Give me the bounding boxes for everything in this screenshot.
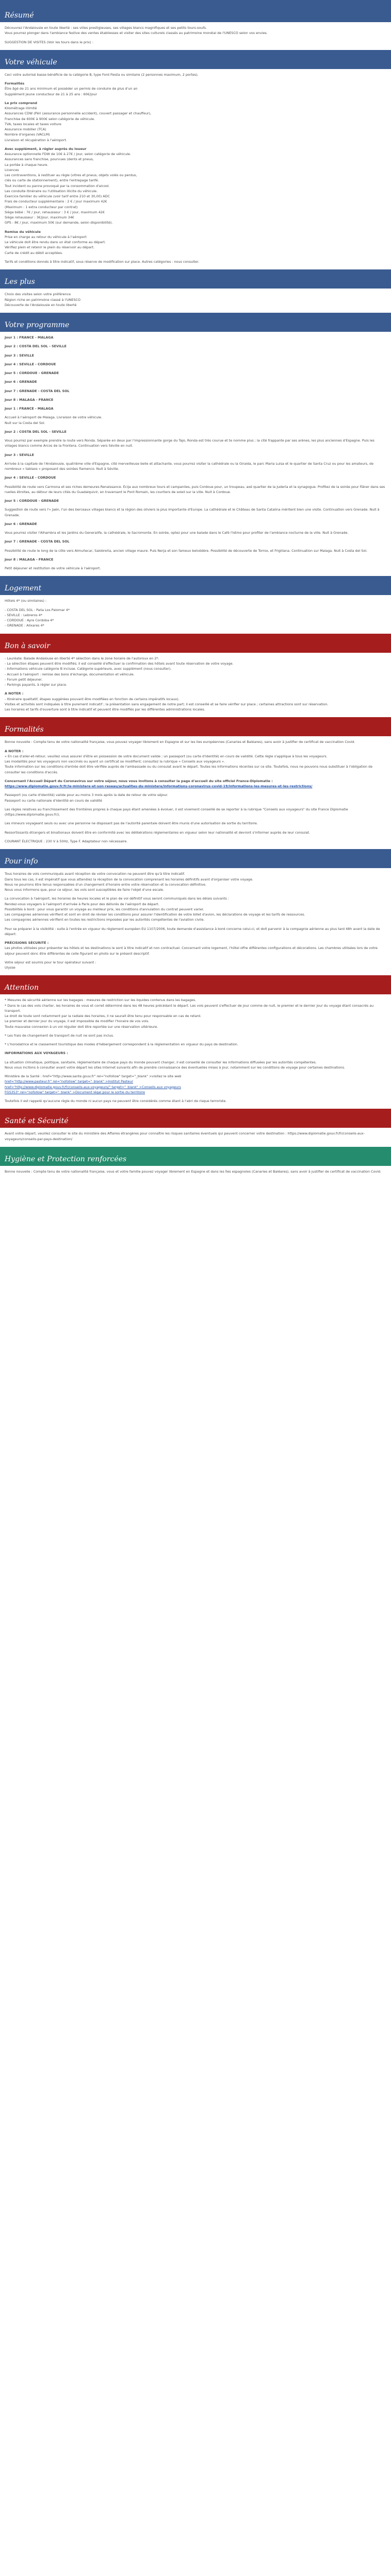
text-line: Carte de crédit au débit acceptées. (5, 250, 63, 255)
section-title: Santé et Sécurité (0, 1109, 391, 1128)
text-line: Jour 1 : FRANCE - MALAGA (5, 406, 54, 411)
text-line: Siège rehausseur : 3€/jour, maximum 34€ (5, 215, 74, 220)
spacer (5, 535, 386, 539)
section-body (0, 289, 391, 313)
section-body (0, 868, 391, 975)
spacer (5, 426, 386, 429)
spacer (5, 349, 386, 353)
text-line: Jour 7 : GRENADE - COSTA DEL SOL (5, 388, 70, 393)
spacer (5, 256, 386, 259)
spacer (5, 553, 386, 557)
text-line: Petit déjeuner et restitution de votre véhicule à l'aéroport. (5, 566, 101, 571)
text-line: FGS353" rel="nofollow" target="_blank" >Document légal pour le sortie du territoire (5, 1090, 145, 1094)
section-title: Les plus (0, 269, 391, 289)
text-line: - Itinéraire qualitatif, étapes suggérées pouvant être modifiées en fonction de certains impératifs locaux). (5, 697, 180, 701)
spacer (5, 434, 386, 438)
text-line: Le droit de toute sont notamment par la radiale des horaires, il ne saurait être tenu pour responsable en cas de retard. (5, 1014, 202, 1019)
text-line: Jour 5 : CORDOUE - GRENADE (5, 371, 59, 376)
text-line: INFORMATIONS AUX VOYAGEURS : (5, 1051, 68, 1056)
spacer (5, 937, 386, 940)
section-title: Hygiène et Protection renforcées (0, 1147, 391, 1166)
text-line: Jour 1 : FRANCE - MALAGA (5, 335, 54, 340)
text-line: * L'horodatrice et le classement touristique des modes d'hébergement correspondent à la réglementation en vigueur du pays de destination. (5, 1042, 238, 1047)
text-line: Assurance optionnelle FDW de 10€ à 27€ / jour, selon catégorie de véhicule. (5, 152, 131, 157)
spacer (5, 527, 386, 530)
spacer (5, 687, 386, 691)
text-line: Vous pourrez visiter l'Alhambra et les Jardins du Generalife, la cathédrale, le Sacromonte. En soirée, optez pour une balade dans le Café l'Istmo pour profiter de l'ambiance nocturne de la ville. Nuit à Grenade. (5, 531, 349, 535)
text-line: Le premier et dernier jour du voyage, il est impossible de modifier l'horaire de vos vols. (5, 1019, 150, 1024)
text-line: Jour 6 : GRENADE (5, 380, 37, 384)
text-line: Les modalités pour les voyageurs non vaccinés ou ayant un certificat se modifient; consultez la rubrique « Conseils aux voyageurs ». (5, 759, 225, 764)
text-line: Votre séjour est soumis pour le tour opérateur suivant : (5, 960, 96, 964)
text-line: TVA, taxes locales et taxes voiture (5, 122, 61, 126)
text-line: COURANT ÉLECTRIQUE : 230 V à 50Hz, Type F. Adaptateur non nécessaire. (5, 839, 128, 843)
spacer (5, 545, 386, 548)
text-line: Assurance mobilier (TCA) (5, 127, 46, 132)
text-line: Toutefois il est rappelé qu'aucune règle du monde ni aucun pays ne peuvent être considérés comme étant à l'abri de risque terroriste. (5, 1099, 227, 1104)
spacer (5, 604, 386, 607)
text-line: Les conduite itinéraire ou l'utilisation illicite du véhicule. (5, 189, 98, 193)
text-line: Possibilité de route le long de la côte vers Almuñecar, Salobreña, ancien village maure. Puis Nerja et son fameux belvédère. Possibilité de découverte de Torrox, et Frigiliana. Continuation sur Malaga. Nuit à Costa del Sol. (5, 548, 368, 553)
spacer (5, 376, 386, 379)
spacer (5, 518, 386, 521)
spacer (5, 789, 386, 792)
spacer (5, 394, 386, 397)
spacer (5, 385, 386, 388)
text-line: Jour 8 : MALAGA - FRANCE (5, 397, 54, 402)
spacer (5, 835, 386, 839)
text-line: Bonne nouvelle : Compte tenu de votre nationalité française, vous pouvez voyager librement en Espagne et sur les Iles européennes (Canaries et Baléares), sans avoir à justifier de certificat de vaccination Covid. (5, 740, 355, 744)
spacer (5, 1047, 386, 1050)
text-line: Formalités (5, 81, 25, 86)
spacer (5, 340, 386, 344)
spacer (5, 956, 386, 960)
text-line: Toute information sur les conditions d'entrée doit être vérifiée auprès de l'ambassade ou du consulat avant le départ. Toutes les informations récentes sur ce site. Toutefois, nous ne pouvons nous substituer à l'obligation de consulter les conditions d'accès. (5, 765, 372, 774)
text-line: Assurances CDW (Péri (assurance personnelle accident), couvert passager et chauffeur), (5, 111, 152, 116)
text-line: - CORDOUE : Ayre Cordoba 4* (5, 618, 54, 623)
spacer (5, 503, 386, 507)
text-line: Kilométrage illimité (5, 106, 37, 111)
spacer (5, 1029, 386, 1033)
section-body (0, 653, 391, 718)
text-line: href="http://www.pasteur.fr" rel="nofollow" target="_blank" >Institut Pasteur (5, 1079, 134, 1084)
text-line: Les horaires et tarifs d'ouverture sont à titre indicatif et peuvent être modifiés par les différentes administrations locales. (5, 707, 205, 712)
text-line: Dans tous les cas, il est impératif que vous attendiez la réception de la convocation comprenant les horaires définitifs avant d'organiser votre voyage. (5, 877, 253, 882)
text-line: Frais de conducteur supplémentaire : 2 € / jour maximum 42€ (5, 199, 107, 204)
text-line: Hôtels 4* (ou similaires) : (5, 599, 47, 603)
spacer (5, 817, 386, 821)
text-line: - SEVILLE : Lebreros 4* (5, 613, 42, 617)
spacer (5, 226, 386, 229)
text-line: Bonne nouvelle : Compte tenu de votre nationalité française, vous et votre famille pouvez voyager librement en Espagne et dans les îles espagnoles (Canaries et Baléares), sans avoir à justifier de certificat de vaccination Covid. (5, 1170, 382, 1174)
spacer (5, 1038, 386, 1042)
text-line: Avant votre départ, veuillez consulter le site du ministère des Affaires étrangères pour connaître les risques sanitaires éventuels qui peuvent concerner votre destination : https://www.diplomatie.gouv.fr/fr/conseils-aux-voyageurs/conseils-par-pays-destination/ (5, 1131, 365, 1141)
spacer (5, 449, 386, 452)
text-line: Région riche en patrimoine classé à l'UNESCO (5, 297, 81, 302)
text-line: Supplément jeune conducteur de 21 à 25 ans : 60€/jour (5, 92, 97, 96)
text-line: Jour 6 : GRENADE (5, 521, 37, 526)
text-line: La convocation à l'aéroport, les horaires de heures locales et le plan de vol définitif vous seront communiqués dans les délais suivants : (5, 896, 230, 901)
spacer (5, 481, 386, 484)
text-line: - La sélection étapes peuvent être modifiés; il est conseillé d'effectuer la confirmation des hôtels avant toute réservation de votre voyage. (5, 662, 234, 666)
text-line: Découvrez l'Andalousie en toute liberté : ses villes prestigieuses, ses villages blancs magnifiques et ses petits tours-soufs. (5, 26, 207, 30)
text-line: Jour 2 : COSTA DEL SOL - SEVILLE (5, 429, 67, 434)
spacer (5, 358, 386, 362)
text-line: Vous pourrez par exemple prendre la route vers Ronda. Séparée en deux par l'impressionnante gorge du Tajo, Ronda est très courue et te nomme plus ; la cité frappante par ses arènes, les plus anciennes d'Espagne. Puis les villages blancs comme Arcos de la Frontera. Continuation vers Séville en nuit. (5, 438, 374, 448)
section-body (0, 595, 391, 633)
section-body (0, 736, 391, 849)
spacer (5, 77, 386, 81)
text-line: Jour 4 : SEVILLE - CORDOUE (5, 476, 56, 480)
text-line: Accueil à l'aéroport de Malaga. Livraison de votre véhicule. (5, 415, 103, 420)
spacer (5, 1070, 386, 1074)
text-line: Siège bébé : 7€ / jour, rehausseur : 3 € / jour, maximum 42€ (5, 210, 105, 214)
text-line: « En cas d'aller-et-retour, veuillez vous assurer d'être en possession de votre document valide ; un passeport (ou carte d'identité) en cours de validité. Cette règle s'applique à tous les voyageurs. (5, 754, 328, 758)
text-line: Les règles relatives au franchissement des frontières propres à chaque pays étant amenées à évoluer, il est vivement conseillé de se reporter à la rubrique "Conseils aux voyageurs" du site France Diplomatie (https://www.diplomatie.gouv.fr/). (5, 807, 348, 817)
text-line: * Les frais de changement de transport de nuit ne sont pas inclus. (5, 1033, 114, 1038)
text-line: (Maximum : 1 extra conducteur par contrat) (5, 205, 78, 209)
spacer (5, 775, 386, 778)
text-line: Tout incident ou panne provoqué par la consommation d'alcool. (5, 183, 110, 188)
text-line: Passeport ou carte nationale d'identité en cours de validité (5, 798, 102, 803)
section-body (0, 22, 391, 50)
text-line: - Lauréate: Balade Andalouse en liberté 4* sélection dans le zone horaire de l'autoroux en 2*. (5, 656, 159, 660)
text-line: Ceci votre autorisé basse bénéficie de la catégorie B, type Ford Fiesta ou similaire (2 personnes maximum, 2 portes). (5, 72, 199, 77)
spacer (5, 495, 386, 498)
text-line: Suggestion de route vers l'« Jaén, l'un des berceaux villages blancs et la région des oliviers la plus importante d'Europe. La cathédrale et le Château de Santa Catalina méritent bien une visite. Continuation vers Grenade. Nuit à Grenade. (5, 507, 380, 517)
spacer (5, 36, 386, 40)
text-line: https://www.diplomatie.gouv.fr/fr/le-ministere-et-son-reseau/actualites-du-ministere/informations-coronavirus-covid-19/informations-les-mesures-et-les-restrictions/ (5, 784, 313, 789)
text-line: - GRENADE : Alixares 4* (5, 623, 44, 628)
text-line: A NOTER : (5, 749, 24, 753)
text-line: Exercice familier du véhicule (voir tarif entre 210 et 30,00) ADC (5, 194, 110, 199)
spacer (5, 411, 386, 415)
text-line: Nombre d'organes (VACLM) (5, 132, 50, 137)
text-line: clés ou carte de stationnement), entre l'entrepage tarifé. (5, 178, 99, 183)
text-line: * Dans le cas des vols charter, les horaires de vous et corret déterminé dans les 48 heures précédant le départ. Les vols peuvent s'effectuer de jour comme de nuit, le premier et le dernier jour du voyage étant consacrés au transport. (5, 1003, 374, 1013)
section-body (0, 994, 391, 1109)
text-line: Jour 5 : CORDOUE - GRENADE (5, 499, 59, 503)
text-line: Remise du véhicule (5, 229, 41, 234)
text-line: Concernant l'Accueil Départ du Coronavirus sur votre séjour, nous vous invitons à consulter la page d'accueil du site officiel France-Diplomatie : (5, 778, 273, 783)
spacer (5, 143, 386, 146)
text-line: href="http://www.diplomatie.gouv.fr/fr/conseils-aux-voyageurs/" target="_blank" >Conseils aux voyageurs (5, 1084, 181, 1089)
section-title: Formalités (0, 717, 391, 736)
text-line: Choix des visites selon votre préférence (5, 292, 71, 297)
text-line: - Informations véhicule catégorie B incluse. Catégorie supérieure, avec supplément (nous consulter). (5, 667, 172, 671)
text-line: Le véhicule doit être rendu dans un état conforme au départ. (5, 240, 106, 245)
text-line: Les mineurs voyageant seuls ou avec une personne ne disposant pas de l'autorité parentale doivent être munis d'une autorisation de sortie du territoire. (5, 821, 258, 826)
spacer (5, 562, 386, 566)
text-line: Tarifs et conditions donnés à titre indicatif, sous réserve de modification sur place. Autres catégories : nous consulter. (5, 259, 200, 264)
text-line: Possibilités à bord : pour vous garantir un voyage au meilleur prix, les conditions d'annulation du contrat peuvent varier. (5, 907, 204, 911)
text-line: Les compagnies aériennes vérifient et sont en droit de réviser les conditions pour assurer l'identification de votre billet d'avion, les déclarations de voyage et les tarifs de ressources. (5, 912, 305, 917)
text-line: Licences (5, 167, 19, 172)
text-line: Passeport (ou carte d'identité) valide pour au moins 3 mois après la date de retour de votre séjour. (5, 793, 168, 798)
text-line: Pour se préparer à la visibilité : suite à l'entrée en vigueur du règlement européen EU 1107/2006, toute demande d'assistance à bord concerne celui-ci, et doit parvenir à la compagnie aérienne au plus tard 48h avant la date de départ. (5, 926, 380, 936)
section-title: Votre programme (0, 313, 391, 332)
text-line: GPS : 8€ / jour, maximum 50€ (sur demande, selon disponibilité). (5, 221, 113, 225)
section-body (0, 69, 391, 269)
section-title: Votre véhicule (0, 50, 391, 69)
text-line: Le prix comprend (5, 100, 37, 105)
text-line: Ulysse (5, 965, 15, 970)
spacer (5, 471, 386, 475)
text-line: Jour 4 : SEVILLE - CORDOUE (5, 362, 56, 366)
text-line: Possibilité de route vers Carmona et ses riches demeures Renaissance. Écija aux nombreux tours et campaniles, puis Cordoue pour, un troupeau, axé quartier de la Judería et la synagogue. Profitez de la soirée pour flâner dans ses ruelles étroites, au détour de leurs cités du Guadalquivir, en traversant le Pont Romain, les courtiers de soleil sur la ville. Nuit à Cordoue. (5, 484, 385, 494)
text-line: - Accueil à l'aéroport : remise des bons d'échange, documentation et véhicule. (5, 672, 135, 676)
text-line: Livraison et récupération à l'aéroport. (5, 138, 67, 142)
text-line: Toute mauvaise connexion à un vol régulier doit être reportée sur une réservation ultérieure. (5, 1024, 158, 1029)
spacer (5, 1056, 386, 1060)
section-body (0, 332, 391, 576)
text-line: Jour 2 : COSTA DEL SOL - SEVILLE (5, 344, 67, 349)
section-title: Pour info (0, 849, 391, 868)
text-line: Tous horaires de vols communiqués avant réception de votre convocation ne peuvent être qu'à titre indicatif. (5, 872, 185, 876)
text-line: Les photos utilisées pour présenter les hôtels et les destinations le sont à titre indicatif et non contractuel. Concernant votre logement, l'hôtel offre différentes configurations et décorations. Les chambres utilisées lors de votre séjour peuvent donc être différentes de celle figurant en photo sur le présent descriptif. (5, 946, 378, 956)
spacer (5, 826, 386, 830)
section-title: Logement (0, 576, 391, 595)
section-body (0, 1166, 391, 1179)
section-body (0, 1128, 391, 1147)
text-line: SUGGESTION DE VISITES (Voir les tours dans le prix) : (5, 40, 93, 44)
text-line: PRÉCISIONS SÉCURITÉ : (5, 941, 49, 945)
text-line: La portée à chaque heure. (5, 162, 48, 167)
text-line: Vous pourrez plonger dans l'ambiance festive des ventes étabilesses et visiter des sites culturels classés au patrimoine mondial de l'UNESCO selon vos envies. (5, 31, 268, 36)
text-line: Ressortissants étrangers et binationaux doivent être en conformité avec les délibérations réglementaires en vigueur selon leur nationalité et devront s'informer auprès de leur consulat. (5, 830, 311, 835)
spacer (5, 745, 386, 749)
text-line: La situation climatique, politique, sanitaire, réglementaire de chaque pays du monde pouvant changer, il est conseillé de consulter les informations diffusées par les autorités compétentes. (5, 1060, 317, 1064)
text-line: Assurances sans franchise, pourvues (dents et pneus, (5, 157, 94, 162)
text-line: Nuit sur la Costa del Sol. (5, 420, 45, 425)
spacer (5, 892, 386, 896)
text-line: Vérifiez plein et retenir le plein du réservoir au départ. (5, 245, 95, 250)
text-line: Arrivée à la capitale de l'Andalousie, quatrième ville d'Espagne, cité merveilleuse belle et attachante, vous pourrez visiter la cathédrale ou la Giralda, le parc Maria Luisa et le quartier de Santa Cruz ou pour les amateurs, de nombreux « tablaos » proposant des soirées flamenco. Nuit à Séville. (5, 461, 374, 471)
text-line: Être âgé de 21 ans minimum et posséder un permis de conduire de plus d'un an (5, 87, 138, 91)
text-line: Nous vous informons que, pour ce séjour, les vols sont susceptibles de faire l'objet d'une escale. (5, 888, 164, 892)
text-line: Jour 7 : GRENADE - COSTA DEL SOL (5, 539, 70, 544)
text-line: Jour 3 : SEVILLE (5, 353, 34, 358)
text-line: Prise en charge au retour du véhicule à l'aéroport (5, 234, 87, 239)
spacer (5, 97, 386, 100)
section-title: Attention (0, 975, 391, 994)
text-line: Les compagnies aériennes vérifient en toutes les restrictions imposées par les autorités compétentes de l'aviation civile. (5, 918, 205, 922)
section-title: Bon à savoir (0, 634, 391, 653)
section-title: Résumé (0, 0, 391, 22)
text-line: Les contraventions, à restituer au règle (vitres et pneus, objets volés ou perdus, (5, 173, 137, 178)
text-line: Ministère de la Santé : href="http://www.sante.gouv.fr" rel="nofollow" target="_blank" >visitez le site web (5, 1074, 182, 1079)
spacer (5, 1095, 386, 1098)
spacer (5, 923, 386, 926)
text-line: - COSTA DEL SOL : Palia Los Palomar 4* (5, 607, 70, 612)
text-line: Jour 3 : SEVILLE (5, 452, 34, 457)
text-line: - Forum petit déjeuner. (5, 677, 43, 682)
text-line: * Mesures de sécurité aérienne sur les bagages : mesures de restriction sur les liquides contenus dans les bagages. (5, 998, 197, 1003)
text-line: - Parkings payants, à régler sur place. (5, 683, 68, 687)
spacer (5, 367, 386, 370)
text-line: A NOTER : (5, 691, 24, 696)
spacer (5, 803, 386, 807)
text-line: Avec supplément, à régler auprès du loueur (5, 146, 87, 151)
spacer (5, 457, 386, 461)
text-line: Découverte de l'Andalousie en toute liberté (5, 302, 77, 307)
text-line: Visites et activités sont indiquées à titre purement indicatif ; la présentation sans engagement de notre part; il est conseillé et se faire vérifier sur place ; certaines attractions sont sur réservation. (5, 702, 329, 706)
spacer (5, 402, 386, 406)
text-line: Jour 8 : MALAGA - FRANCE (5, 557, 54, 562)
text-line: Franchise de 600€ à 900€ selon catégorie de véhicule. (5, 116, 95, 121)
text-line: Nous vous incitons à consulter avant votre départ les sites Internet suivants afin de prendre connaissance des éventuelles mises à jour, notamment sur les conditions de voyage pour certaines destinations. (5, 1065, 345, 1070)
text-line: Rendez-vous voyagers à l'aéroport d'arrivée à Paris pour des délivrés de l'aéroport de départ. (5, 902, 159, 906)
text-line: Nous ne pourrons être tenus responsables d'un changement d'horaire entre votre réservation et la convocation définitive. (5, 882, 206, 887)
